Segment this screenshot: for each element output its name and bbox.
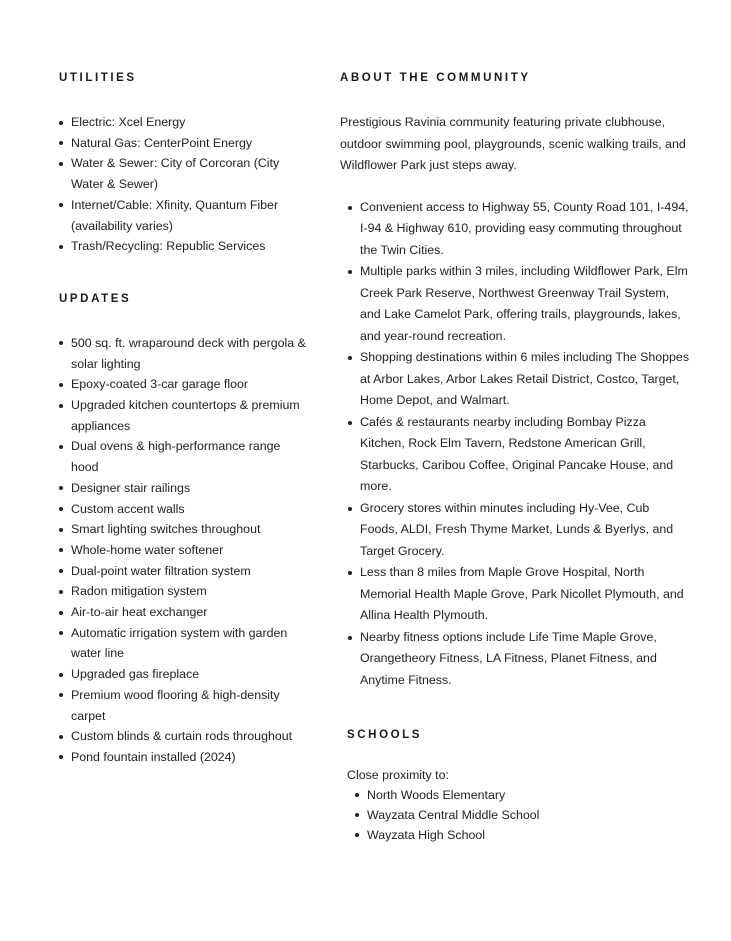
- utilities-list: [59, 112, 309, 257]
- updates-heading: UPDATES: [59, 292, 132, 305]
- list-item: Dual-point water filtration system: [59, 561, 309, 582]
- schools-heading: SCHOOLS: [347, 729, 423, 741]
- list-item: Designer stair railings: [59, 478, 309, 499]
- list-item: Custom blinds & curtain rods throughout: [59, 726, 309, 747]
- list-item: Electric: Xcel Energy: [59, 112, 309, 133]
- list-item: Air-to-air heat exchanger: [59, 602, 309, 623]
- list-item: Premium wood flooring & high-density carpet: [59, 685, 309, 726]
- list-item: Pond fountain installed (2024): [59, 747, 309, 768]
- list-item: North Woods Elementary: [355, 785, 667, 805]
- list-item: Cafés & restaurants nearby including Bombay Pizza Kitchen, Rock Elm Tavern, Redstone American Grill, Starbucks, Caribou Coffee, Original Pancake House, and more.: [348, 412, 690, 498]
- about-heading: ABOUT THE COMMUNITY: [340, 72, 531, 84]
- left-column: [59, 70, 309, 768]
- list-item: Smart lighting switches throughout: [59, 519, 309, 540]
- list-item: Less than 8 miles from Maple Grove Hospital, North Memorial Health Maple Grove, Park Nicollet Plymouth, and Allina Health Plymouth.: [348, 562, 690, 627]
- list-item: Upgraded kitchen countertops & premium appliances: [59, 395, 309, 436]
- list-item: Nearby fitness options include Life Time Maple Grove, Orangetheory Fitness, LA Fitness, Planet Fitness, and Anytime Fitness.: [348, 627, 690, 692]
- list-item: Internet/Cable: Xfinity, Quantum Fiber (availability varies): [59, 195, 309, 236]
- list-item: Trash/Recycling: Republic Services: [59, 236, 309, 257]
- list-item: Natural Gas: CenterPoint Energy: [59, 133, 309, 154]
- list-item: Wayzata Central Middle School: [355, 805, 667, 825]
- schools-list: [347, 785, 667, 845]
- list-item: Shopping destinations within 6 miles including The Shoppes at Arbor Lakes, Arbor Lakes Retail District, Costco, Target, Home Depot, and Walmart.: [348, 347, 690, 412]
- about-intro: Prestigious Ravinia community featuring private clubhouse, outdoor swimming pool, playgrounds, scenic walking trails, and Wildflower Park just steps away.: [340, 115, 686, 172]
- utilities-heading: UTILITIES: [59, 72, 137, 84]
- list-item: Upgraded gas fireplace: [59, 664, 309, 685]
- list-item: 500 sq. ft. wraparound deck with pergola & solar lighting: [59, 333, 309, 374]
- right-column: [340, 70, 690, 691]
- list-item: Automatic irrigation system with garden water line: [59, 623, 309, 664]
- list-item: Dual ovens & high-performance range hood: [59, 436, 309, 477]
- list-item: Whole-home water softener: [59, 540, 309, 561]
- list-item: Custom accent walls: [59, 499, 309, 520]
- list-item: Radon mitigation system: [59, 581, 309, 602]
- list-item: Convenient access to Highway 55, County Road 101, I-494, I-94 & Highway 610, providing easy commuting throughout the Twin Cities.: [348, 197, 690, 262]
- about-list: [340, 197, 690, 692]
- list-item: Multiple parks within 3 miles, including Wildflower Park, Elm Creek Park Reserve, Northwest Greenway Trail System, and Lake Camelot Park, offering trails, playgrounds, lakes, and year-round recreation.: [348, 261, 690, 347]
- list-item: Water & Sewer: City of Corcoran (City Water & Sewer): [59, 153, 309, 194]
- updates-list: [59, 333, 309, 768]
- schools-section: [347, 727, 667, 845]
- list-item: Wayzata High School: [355, 825, 667, 845]
- list-item: Epoxy-coated 3-car garage floor: [59, 374, 309, 395]
- schools-intro: Close proximity to:: [347, 768, 449, 782]
- list-item: Grocery stores within minutes including Hy-Vee, Cub Foods, ALDI, Fresh Thyme Market, Lunds & Byerlys, and Target Grocery.: [348, 498, 690, 563]
